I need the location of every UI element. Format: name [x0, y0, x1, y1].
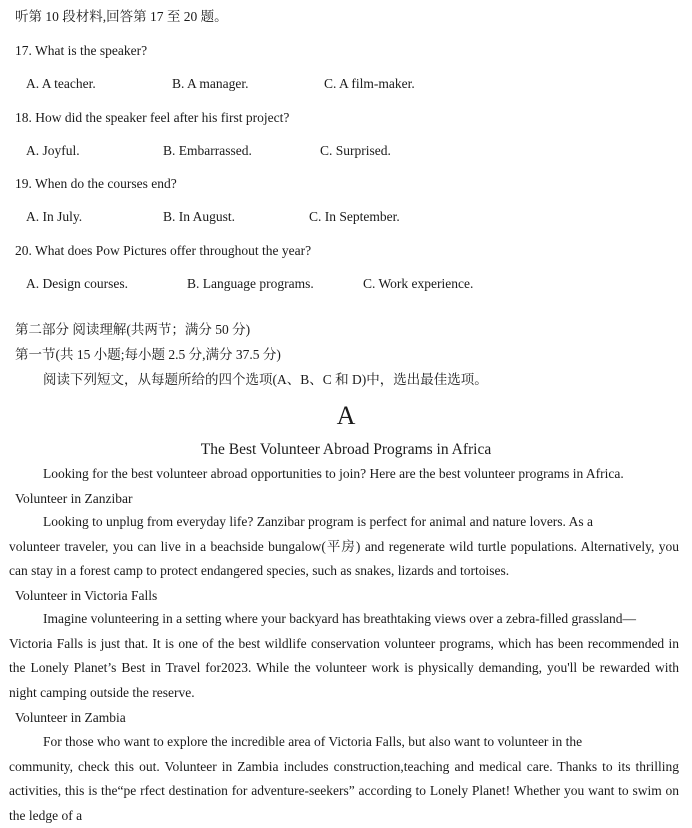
- section-body-zanzibar: [9, 510, 679, 584]
- section-heading-zambia: Volunteer in Zambia: [15, 710, 126, 725]
- option-b: B. A manager.: [172, 76, 249, 91]
- option-a: A. Joyful.: [26, 143, 80, 158]
- section-body-victoria-falls: [9, 607, 679, 705]
- option-c: C. Work experience.: [363, 276, 474, 291]
- body-line: you'll be rewarded with night camping outside the reserve.: [9, 660, 679, 700]
- section-heading-zanzibar: Volunteer in Zanzibar: [15, 491, 133, 506]
- option-c: C. Surprised.: [320, 143, 391, 158]
- question-text: 17. What is the speaker?: [15, 43, 148, 58]
- option-c: C. In September.: [309, 209, 400, 224]
- body-line: community, check this out. Volunteer in Zambia includes construction,teaching and medical care. Thanks to its: [9, 758, 631, 774]
- body-line: volunteer traveler, you can live in a beachside bungalow(平房) and regenerate wild turtle populations.: [9, 538, 577, 554]
- reading-instruction: 阅读下列短文，从每题所给的四个选项(A、B、C 和 D)中，选出最佳选项。: [43, 372, 488, 387]
- body-line: Victoria Falls is just that. It is one of the best wildlife conservation volunteer programs, which has been: [9, 635, 584, 651]
- question-text: 19. When do the courses end?: [15, 176, 177, 191]
- body-line: thrilling activities, this is the“pe rfect destination for adventure-seekers” according to Lonely Planet! Whether you: [9, 758, 680, 798]
- option-a: A. Design courses.: [26, 276, 128, 291]
- option-b: B. Embarrassed.: [163, 143, 252, 158]
- section1-heading: 第一节(共 15 小题;每小题 2.5 分,满分 37.5 分): [15, 347, 281, 362]
- body-line: want to swim on the ledge of a: [9, 783, 680, 823]
- body-line: For those who want to explore the incredible area of Victoria Falls, but also want to volunteer in the: [43, 734, 583, 749]
- listening-instruction: 听第 10 段材料,回答第 17 至 20 题。: [15, 9, 228, 24]
- section-heading-victoria-falls: Volunteer in Victoria Falls: [15, 588, 158, 603]
- passage-letter: A: [336, 401, 356, 430]
- section-body-zambia: [9, 730, 679, 828]
- body-line: Imagine volunteering in a setting where your backyard has breathtaking views over a zebra-filled grassland—: [43, 611, 637, 626]
- option-c: C. A film-maker.: [324, 76, 415, 91]
- option-b: B. Language programs.: [187, 276, 314, 291]
- option-b: B. In August.: [163, 209, 236, 224]
- question-text: 18. How did the speaker feel after his first project?: [15, 110, 290, 125]
- body-line: Alternatively, you can stay in a forest camp to protect endangered species, such as snakes, lizards and tortoises.: [9, 538, 679, 578]
- body-line: recommended in the Lonely Planet’s Best in Travel for2023. While the volunteer work is physically demanding,: [9, 635, 680, 675]
- option-a: A. In July.: [26, 209, 83, 224]
- question-text: 20. What does Pow Pictures offer throughout the year?: [15, 243, 312, 258]
- body-line: Looking to unplug from everyday life? Zanzibar program is perfect for animal and nature lovers. As a: [43, 514, 593, 529]
- passage-title: The Best Volunteer Abroad Programs in Africa: [200, 441, 492, 458]
- option-a: A. A teacher.: [26, 76, 96, 91]
- part2-heading: 第二部分 阅读理解(共两节；满分 50 分): [15, 322, 251, 337]
- passage-intro: Looking for the best volunteer abroad opportunities to join? Here are the best volunteer programs in Africa.: [43, 466, 624, 481]
